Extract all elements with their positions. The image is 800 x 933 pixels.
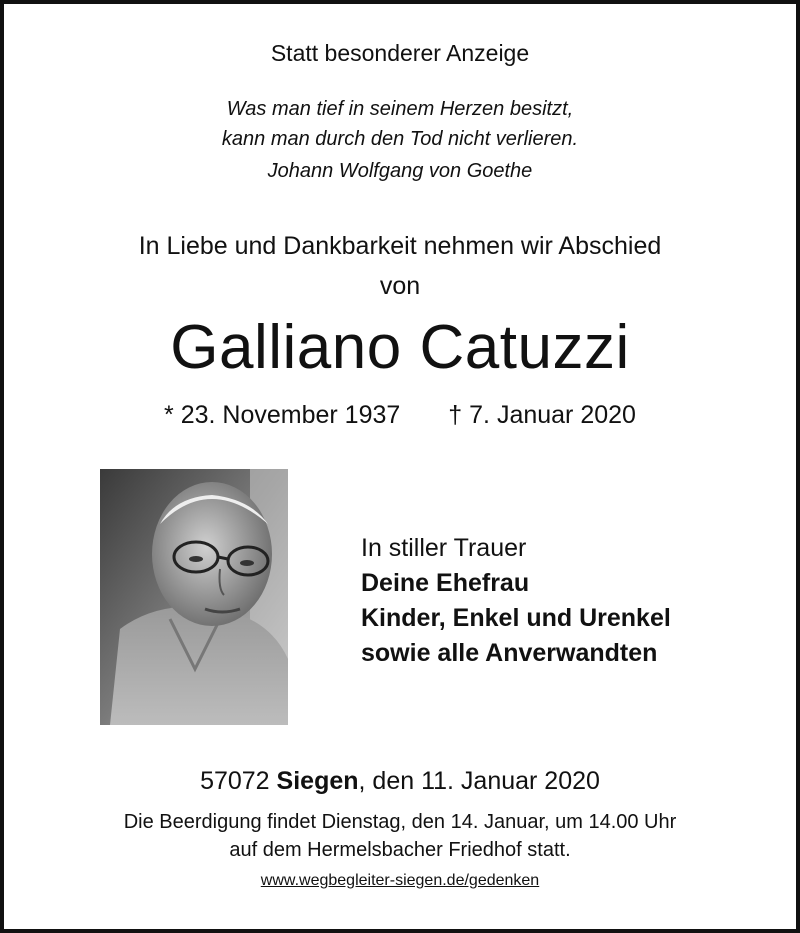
mourners-intro: In stiller Trauer bbox=[361, 534, 527, 562]
intro-line-1: In Liebe und Dankbarkeit nehmen wir Abschied bbox=[138, 232, 662, 260]
portrait-photo bbox=[100, 469, 288, 725]
life-dates bbox=[4, 401, 796, 430]
death-date: † 7. Januar 2020 bbox=[448, 401, 636, 429]
mourners-line-1: Deine Ehefrau bbox=[361, 569, 530, 597]
zip-code: 57072 bbox=[200, 767, 270, 795]
quote-author: Johann Wolfgang von Goethe bbox=[267, 160, 533, 182]
birth-date: * 23. November 1937 bbox=[164, 401, 401, 429]
funeral-line-2: auf dem Hermelsbacher Friedhof statt. bbox=[229, 839, 571, 861]
header-notice: Statt besonderer Anzeige bbox=[270, 40, 530, 66]
funeral-line-1: Die Beerdigung findet Dienstag, den 14. Januar, um 14.00 Uhr bbox=[123, 811, 677, 833]
mourners-line-2: Kinder, Enkel und Urenkel bbox=[361, 604, 671, 632]
quote-line-1: Was man tief in seinem Herzen besitzt, bbox=[226, 98, 574, 120]
deceased-name: Galliano Catuzzi bbox=[170, 313, 630, 382]
funeral-info bbox=[4, 808, 796, 864]
place-date bbox=[4, 767, 796, 796]
intro-line-2: von bbox=[379, 272, 421, 300]
quote-line-2: kann man durch den Tod nicht verlieren. bbox=[221, 128, 579, 150]
city: Siegen bbox=[276, 767, 359, 795]
intro-text bbox=[4, 226, 796, 306]
mourners-block bbox=[361, 531, 671, 671]
mourners-line-3: sowie alle Anverwandten bbox=[361, 639, 658, 667]
memorial-link[interactable]: www.wegbegleiter-siegen.de/gedenken bbox=[260, 872, 540, 889]
quote bbox=[4, 94, 796, 154]
date-text: , den 11. Januar 2020 bbox=[358, 767, 600, 795]
